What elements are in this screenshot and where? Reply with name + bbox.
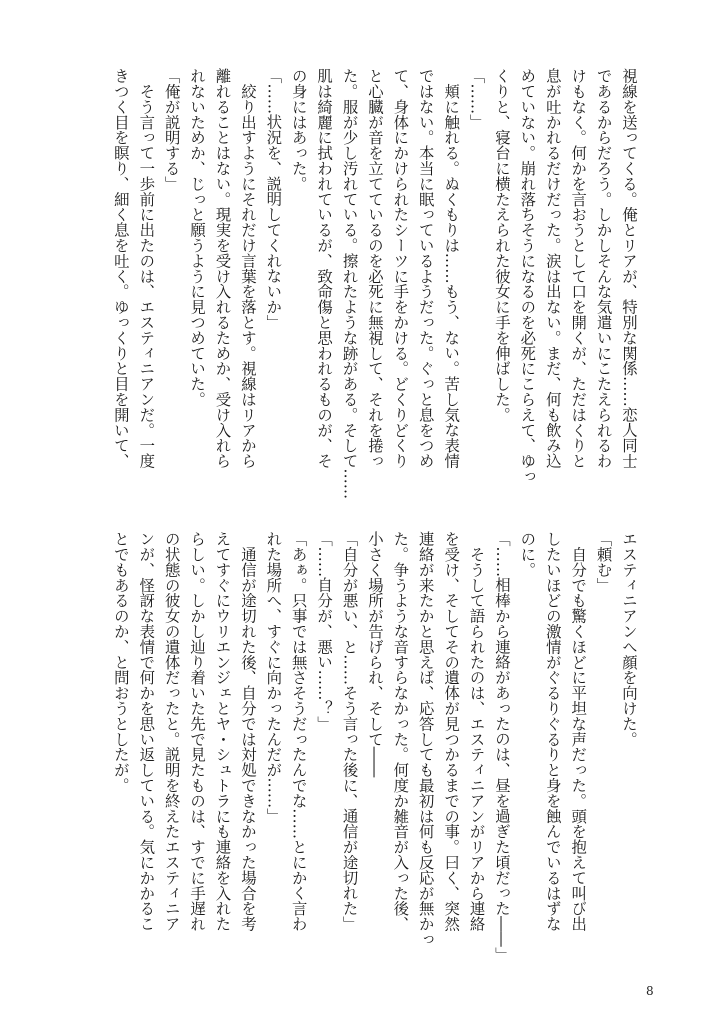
text-line: 離れることはない。現実を受け入れるためか、受け入れら	[213, 68, 232, 469]
text-line: 「自分が悪い、と……そう言った後に、通信が途切れた」	[340, 531, 359, 932]
text-line: れた場所へ、すぐに向かったんだが……」	[264, 531, 283, 824]
text-line: 息が吐かれるだけだった。涙は出ない。まだ、何も飲み込	[543, 68, 562, 469]
text-line: 連絡が来たかと思えば、応答しても最初は何も反応が無かっ	[416, 531, 435, 947]
text-line: 「俺が説明する」	[162, 68, 181, 192]
bottom-text-block	[107, 531, 641, 963]
page-number: 8	[646, 984, 654, 998]
text-line: めていない。崩れ落ちそうになるのを必死にこらえて、ゆっ	[518, 68, 537, 484]
text-line: て、身体にかけられたシーツに手をかける。どくりどくり	[391, 68, 410, 469]
text-line: したいほどの激情がぐるりぐるりと身を蝕んでいるはずな	[543, 531, 562, 932]
text-line: 「頼む」	[594, 531, 613, 593]
text-line: 小さく場所が告げられ、そして――	[365, 531, 384, 778]
text-line: けもなく。何かを言おうとして口を開くが、ただはくりと	[569, 68, 588, 469]
text-line: らしい。しかし辿り着いた先で見たものは、すでに手遅れ	[188, 531, 207, 932]
text-line: のに。	[518, 531, 537, 578]
text-line: ではない。本当に眠っているようだった。ぐっと息をつめ	[416, 68, 435, 469]
text-line: 「……自分が、悪い……？」	[315, 531, 334, 732]
text-line: と心臓が音を立てているのを必死に無視して、それを捲っ	[365, 68, 384, 469]
text-line: 絞り出すようにそれだけ言葉を落とす。視線はリアから	[238, 68, 257, 469]
text-line: 「……」	[467, 68, 486, 130]
text-line: の身にはあった。	[289, 68, 308, 192]
text-line: 「あぁ。只事では無さそうだったんでな……とにかく言わ	[289, 531, 308, 932]
text-line: 「……状況を、説明してくれないか」	[264, 68, 283, 330]
text-line: の状態の彼女の遺体だったと。説明を終えたエスティニア	[162, 531, 181, 932]
text-line: とでもあるのか、と問おうとしたが。	[111, 531, 130, 793]
text-line: れないためか、じっと願うように見つめていた。	[188, 68, 207, 407]
text-line: エスティニアンへ顔を向けた。	[620, 531, 638, 747]
text-line: 視線を送ってくる。俺とリアが、特別な関係……恋人同士	[620, 68, 638, 469]
text-line: えてすぐにウリエンジェとヤ・シュトラにも連絡を入れた	[213, 531, 232, 932]
text-line: た。争うような音すらなかった。何度か雑音が入った後、	[391, 531, 410, 932]
text-line: 自分でも驚くほどに平坦な声だった。頭を抱えて叫び出	[569, 531, 588, 932]
top-text-block	[107, 68, 641, 500]
text-line: 通信が途切れた後、自分では対処できなかった場合を考	[238, 531, 257, 932]
text-line: きつく目を瞑り、細く息を吐く。ゆっくりと目を開いて、	[111, 68, 130, 469]
text-line: た。服が少し汚れている。擦れたような跡がある。そして……	[340, 68, 359, 500]
text-line: そう言って一歩前に出たのは、エスティニアンだ。一度	[137, 68, 156, 469]
text-line: 肌は綺麗に拭われているが、致命傷と思われるものが、そ	[315, 68, 334, 469]
text-line: 頬に触れる。ぬくもりは……もう、ない。苦し気な表情	[442, 68, 461, 469]
text-line: を受け、そしてその遺体が見つかるまでの事。曰く、突然	[442, 531, 461, 932]
text-line: くりと、寝台に横たえられた彼女に手を伸ばした。	[492, 68, 511, 423]
text-line: であるからだろう。しかしそんな気遣いにこたえられるわ	[594, 68, 613, 469]
text-line: ンが、怪訝な表情で何かを思い返している。気にかかるこ	[137, 531, 156, 932]
text-line: 「……相棒から連絡があったのは、昼を過ぎた頃だった――」	[492, 531, 511, 963]
text-line: そうして語られたのは、エスティニアンがリアから連絡	[467, 531, 486, 932]
